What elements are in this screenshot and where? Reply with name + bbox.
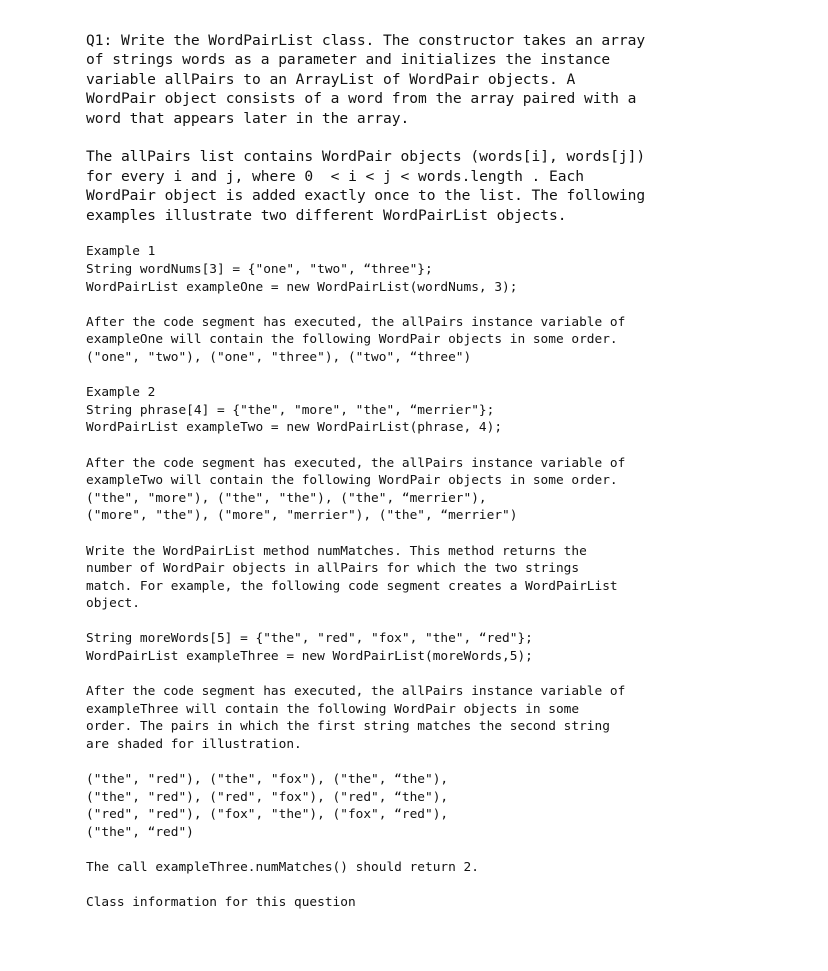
result-line: exampleTwo will contain the following WordPair objects in some order. bbox=[86, 473, 618, 489]
description-line: match. For example, the following code segment creates a WordPairList bbox=[86, 578, 618, 594]
code-line: String phrase[4] = {"the", "more", "the", “merrier"}; bbox=[86, 402, 495, 418]
result-line: ("one", "two"), ("one", "three"), ("two", “three") bbox=[86, 349, 472, 365]
description-line: Write the WordPairList method numMatches. This method returns the bbox=[86, 543, 587, 559]
pairs-line: ("the", “red") bbox=[86, 825, 194, 840]
result-line: After the code segment has executed, the allPairs instance variable of bbox=[86, 684, 626, 700]
example-heading: Example 2 bbox=[86, 385, 156, 401]
result-line: exampleThree will contain the following WordPair objects in some bbox=[86, 701, 580, 717]
question-intro bbox=[86, 31, 786, 128]
code-line: String wordNums[3] = {"one", "two", “three"}; bbox=[86, 262, 433, 277]
pairs-line: ("the", "red"), ("red", "fox"), ("red", “the"), bbox=[86, 789, 449, 805]
pairs-line: ("red", "red"), ("fox", "the"), ("fox", “red"), bbox=[86, 807, 449, 823]
intro-line: Q1: Write the WordPairList class. The constructor takes an array bbox=[86, 32, 646, 49]
code-line: WordPairList exampleThree = new WordPairList(moreWords,5); bbox=[86, 649, 533, 665]
result-line: After the code segment has executed, the allPairs instance variable of bbox=[86, 455, 626, 471]
intro-line: word that appears later in the array. bbox=[86, 109, 410, 127]
intro-line: of strings words as a parameter and initializes the instance bbox=[86, 51, 611, 69]
description-line: examples illustrate two different WordPairList objects. bbox=[86, 206, 567, 224]
intro-line: variable allPairs to an ArrayList of WordPair objects. A bbox=[86, 70, 576, 88]
code-line: WordPairList exampleOne = new WordPairList(wordNums, 3); bbox=[86, 279, 518, 295]
class-information-heading: Class information for this question bbox=[86, 895, 356, 911]
description-line: for every i and j, where 0 < i < j < words.length . Each bbox=[86, 167, 584, 185]
code-line: WordPairList exampleTwo = new WordPairList(phrase, 4); bbox=[86, 420, 503, 436]
example-2 bbox=[86, 384, 786, 525]
question-document bbox=[86, 31, 786, 912]
pairs-line: ("the", "red"), ("the", "fox"), ("the", “the"), bbox=[86, 772, 449, 788]
num-matches-section bbox=[86, 543, 786, 877]
result-line: ("more", "the"), ("more", "merrier"), ("the", “merrier") bbox=[86, 508, 518, 524]
result-line: are shaded for illustration. bbox=[86, 737, 302, 753]
description-line: number of WordPair objects in allPairs for which the two strings bbox=[86, 561, 580, 577]
result-line: After the code segment has executed, the allPairs instance variable of bbox=[86, 314, 626, 330]
description-line: The allPairs list contains WordPair objects (words[i], words[j]) bbox=[86, 148, 646, 166]
example-heading: Example 1 bbox=[86, 244, 156, 260]
result-line: exampleOne will contain the following WordPair objects in some order. bbox=[86, 332, 618, 348]
example-1 bbox=[86, 243, 786, 366]
return-note: The call exampleThree.numMatches() should return 2. bbox=[86, 860, 479, 876]
pairs-description bbox=[86, 147, 786, 225]
result-line: order. The pairs in which the first string matches the second string bbox=[86, 719, 610, 735]
code-line: String moreWords[5] = {"the", "red", "fox", "the", “red"}; bbox=[86, 631, 533, 647]
description-line: WordPair object is added exactly once to the list. The following bbox=[86, 187, 646, 205]
description-line: object. bbox=[86, 596, 140, 612]
result-line: ("the", "more"), ("the", "the"), ("the", “merrier"), bbox=[86, 490, 487, 506]
intro-line: WordPair object consists of a word from the array paired with a bbox=[86, 90, 637, 108]
